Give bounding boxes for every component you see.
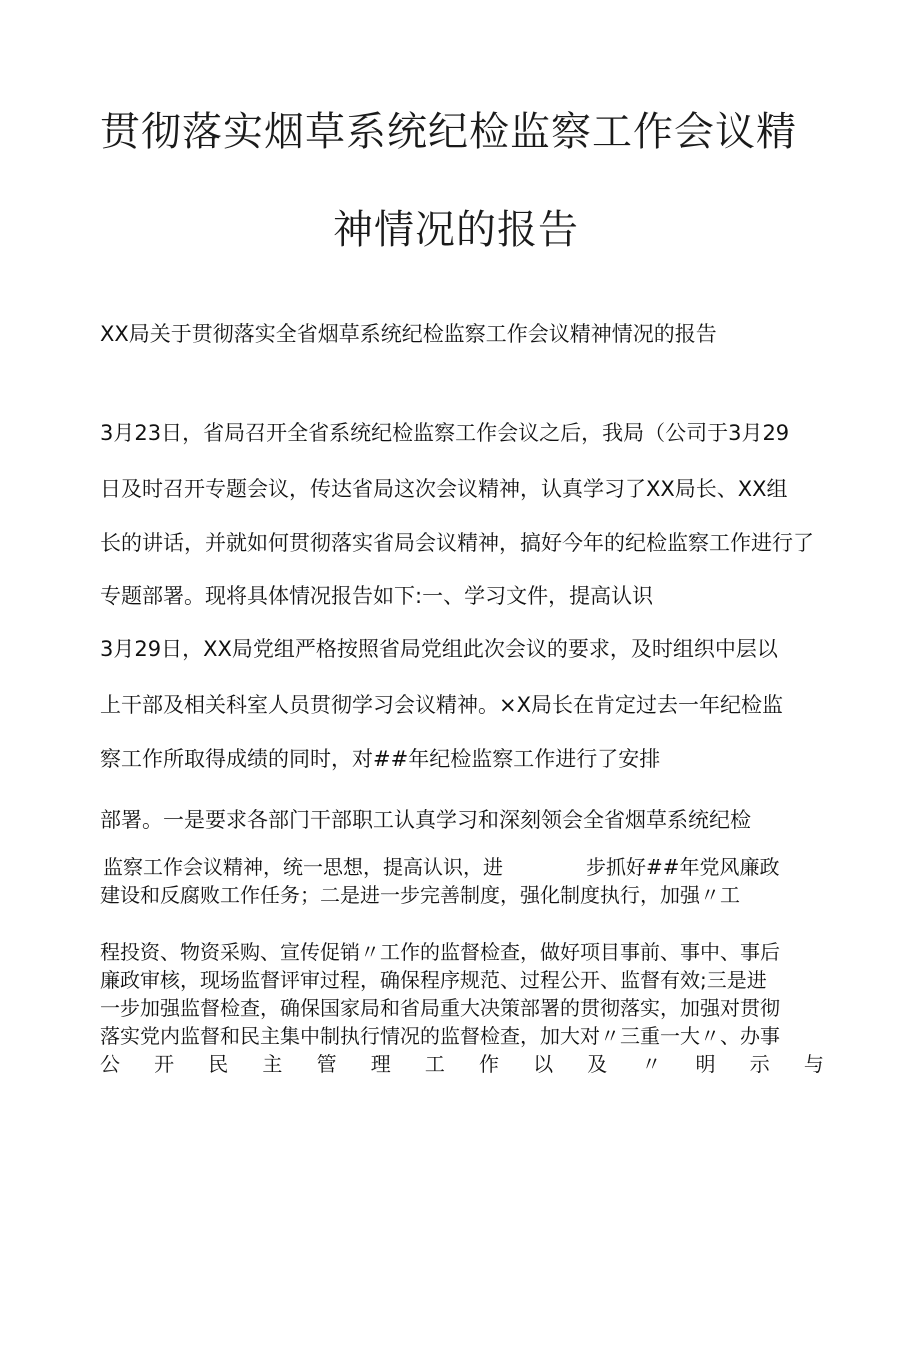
spread-char: 〃 (641, 1052, 662, 1076)
spread-char: 及 (587, 1052, 608, 1076)
spread-char: 开 (154, 1052, 175, 1076)
paragraph-1-line-2: 日及时召开专题会议，传达省局这次会议精神，认真学习了XX局长、XX组 (100, 477, 788, 501)
paragraph-2-line-3: 察工作所取得成绩的同时，对##年纪检监察工作进行了安排 (100, 747, 661, 771)
paragraph-3-line-3: 建设和反腐败工作任务；二是进一步完善制度，强化制度执行，加强〃工 (100, 883, 740, 907)
document-title-line-1: 贯彻落实烟草系统纪检监察工作会议精 (100, 109, 797, 155)
spread-char: 工 (424, 1052, 445, 1076)
paragraph-3-line-2a: 监察工作会议精神，统一思想，提高认识，进 (103, 855, 503, 879)
paragraph-3-line-2b: 步抓好##年党风廉政 (586, 855, 780, 879)
spread-char: 作 (478, 1052, 499, 1076)
paragraph-3-line-1: 部署。一是要求各部门干部职工认真学习和深刻领会全省烟草系统纪检 (100, 808, 751, 832)
paragraph-3-line-5: 廉政审核，现场监督评审过程，确保程序规范、过程公开、监督有效;三是进 (100, 968, 767, 992)
spread-char: 理 (370, 1052, 391, 1076)
paragraph-3-line-4: 程投资、物资采购、宣传促销〃工作的监督检查，做好项目事前、事中、事后 (100, 940, 780, 964)
paragraph-3-line-8 (100, 1051, 824, 1077)
paragraph-3-line-6: 一步加强监督检查，确保国家局和省局重大决策部署的贯彻落实，加强对贯彻 (100, 996, 780, 1020)
paragraph-2-line-1: 3月29日，XX局党组严格按照省局党组此次会议的要求，及时组织中层以 (100, 637, 778, 661)
spread-char: 民 (208, 1052, 229, 1076)
paragraph-1-line-3: 长的讲话，并就如何贯彻落实省局会议精神，搞好今年的纪检监察工作进行了 (100, 531, 814, 555)
document-title-line-2: 神情况的报告 (333, 207, 579, 253)
spread-char: 以 (533, 1052, 554, 1076)
spread-char: 与 (803, 1052, 824, 1076)
paragraph-1-line-4: 专题部署。现将具体情况报告如下:一、学习文件，提高认识 (100, 584, 654, 608)
spread-char: 管 (316, 1052, 337, 1076)
paragraph-3-line-7: 落实党内监督和民主集中制执行情况的监督检查，加大对〃三重一大〃、办事 (100, 1024, 780, 1048)
spread-char: 公 (100, 1052, 120, 1076)
paragraph-2-line-2: 上干部及相关科室人员贯彻学习会议精神。×X局长在肯定过去一年纪检监 (100, 693, 783, 717)
spread-char: 示 (749, 1052, 770, 1076)
spread-char: 明 (695, 1052, 716, 1076)
document-subtitle: XX局关于贯彻落实全省烟草系统纪检监察工作会议精神情况的报告 (100, 322, 717, 346)
paragraph-1-line-1: 3月23日，省局召开全省系统纪检监察工作会议之后，我局（公司于3月29 (100, 421, 790, 445)
spread-char: 主 (262, 1052, 283, 1076)
